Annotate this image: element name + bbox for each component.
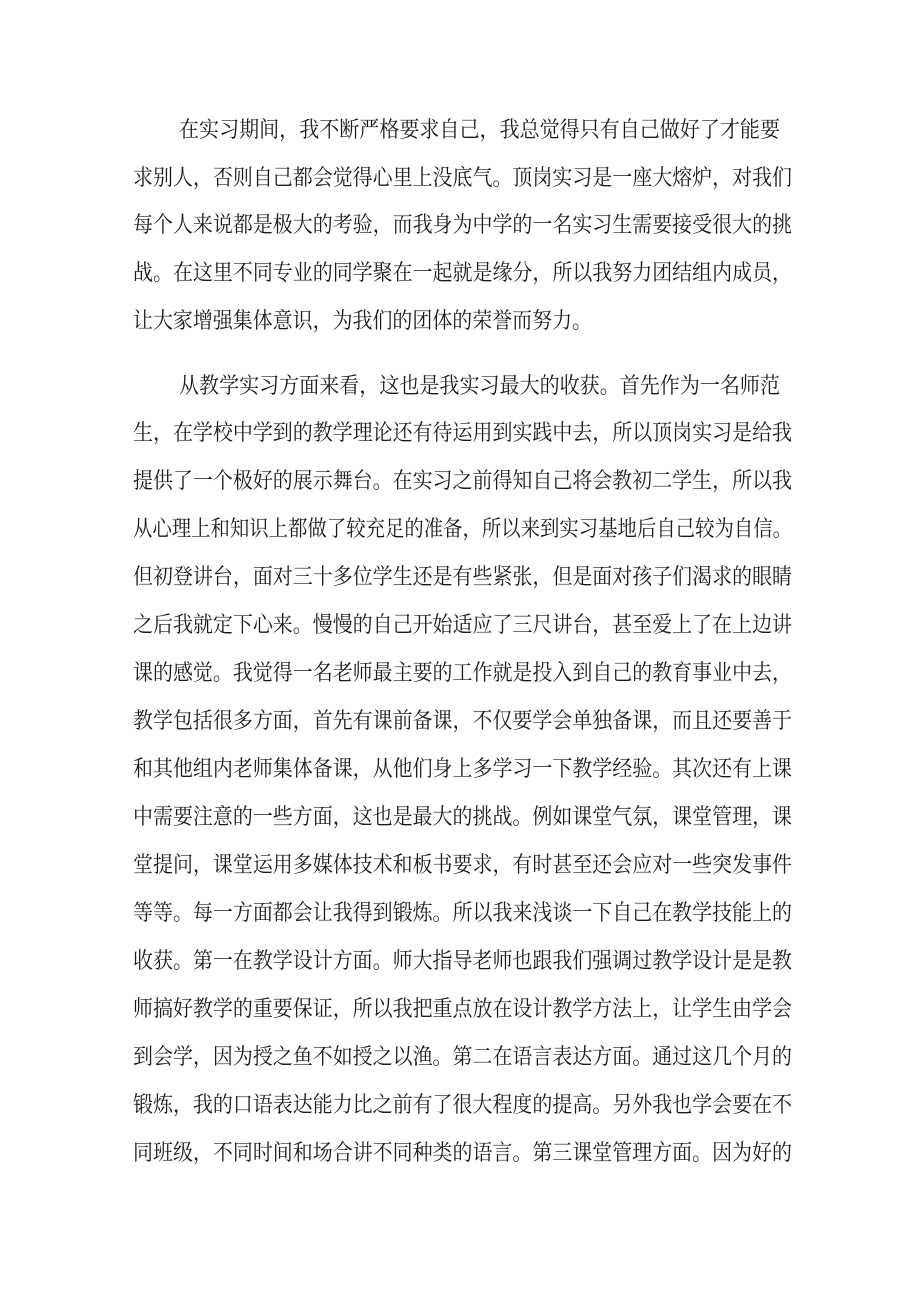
text-line: 和其他组内老师集体备课，从他们身上多学习一下教学经验。其次还有上课 [133,757,793,782]
text-line: 生，在学校中学到的教学理论还有待运用到实践中去，所以顶岗实习是给我 [133,421,793,446]
text-line: 在实习期间，我不断严格要求自己，我总觉得只有自己做好了才能要 [179,118,781,143]
text-line: 中需要注意的一些方面，这也是最大的挑战。例如课堂气氛，课堂管理，课 [133,805,793,830]
text-line: 到会学，因为授之鱼不如授之以渔。第二在语言表达方面。通过这几个月的 [133,1045,793,1070]
text-line: 每个人来说都是极大的考验，而我身为中学的一名实习生需要接受很大的挑 [133,213,793,238]
text-line: 锻炼，我的口语表达能力比之前有了很大程度的提高。另外我也学会要在不 [133,1093,793,1118]
text-line: 等等。每一方面都会让我得到锻炼。所以我来浅谈一下自己在教学技能上的 [133,901,793,926]
text-line: 堂提问，课堂运用多媒体技术和板书要求，有时甚至还会应对一些突发事件 [133,853,793,878]
text-line: 同班级，不同时间和场合讲不同种类的语言。第三课堂管理方面。因为好的 [133,1141,793,1166]
text-line: 求别人，否则自己都会觉得心里上没底气。顶岗实习是一座大熔炉，对我们 [133,166,793,191]
text-line: 但初登讲台，面对三十多位学生还是有些紧张，但是面对孩子们渴求的眼睛 [133,565,793,590]
text-line: 之后我就定下心来。慢慢的自己开始适应了三尺讲台，甚至爱上了在上边讲 [133,613,793,638]
text-line: 师搞好教学的重要保证，所以我把重点放在设计教学方法上，让学生由学会 [133,997,793,1022]
text-line: 从教学实习方面来看，这也是我实习最大的收获。首先作为一名师范 [179,374,781,399]
text-line: 收获。第一在教学设计方面。师大指导老师也跟我们强调过教学设计是是教 [133,949,793,974]
text-line: 提供了一个极好的展示舞台。在实习之前得知自己将会教初二学生，所以我 [133,469,793,494]
text-line: 战。在这里不同专业的同学聚在一起就是缘分，所以我努力团结组内成员， [133,261,793,286]
text-line: 教学包括很多方面，首先有课前备课，不仅要学会单独备课，而且还要善于 [133,709,793,734]
text-line: 让大家增强集体意识，为我们的团体的荣誉而努力。 [133,309,593,334]
text-line: 从心理上和知识上都做了较充足的准备，所以来到实习基地后自己较为自信。 [133,517,793,542]
text-line: 课的感觉。我觉得一名老师最主要的工作就是投入到自己的教育事业中去， [133,661,793,686]
